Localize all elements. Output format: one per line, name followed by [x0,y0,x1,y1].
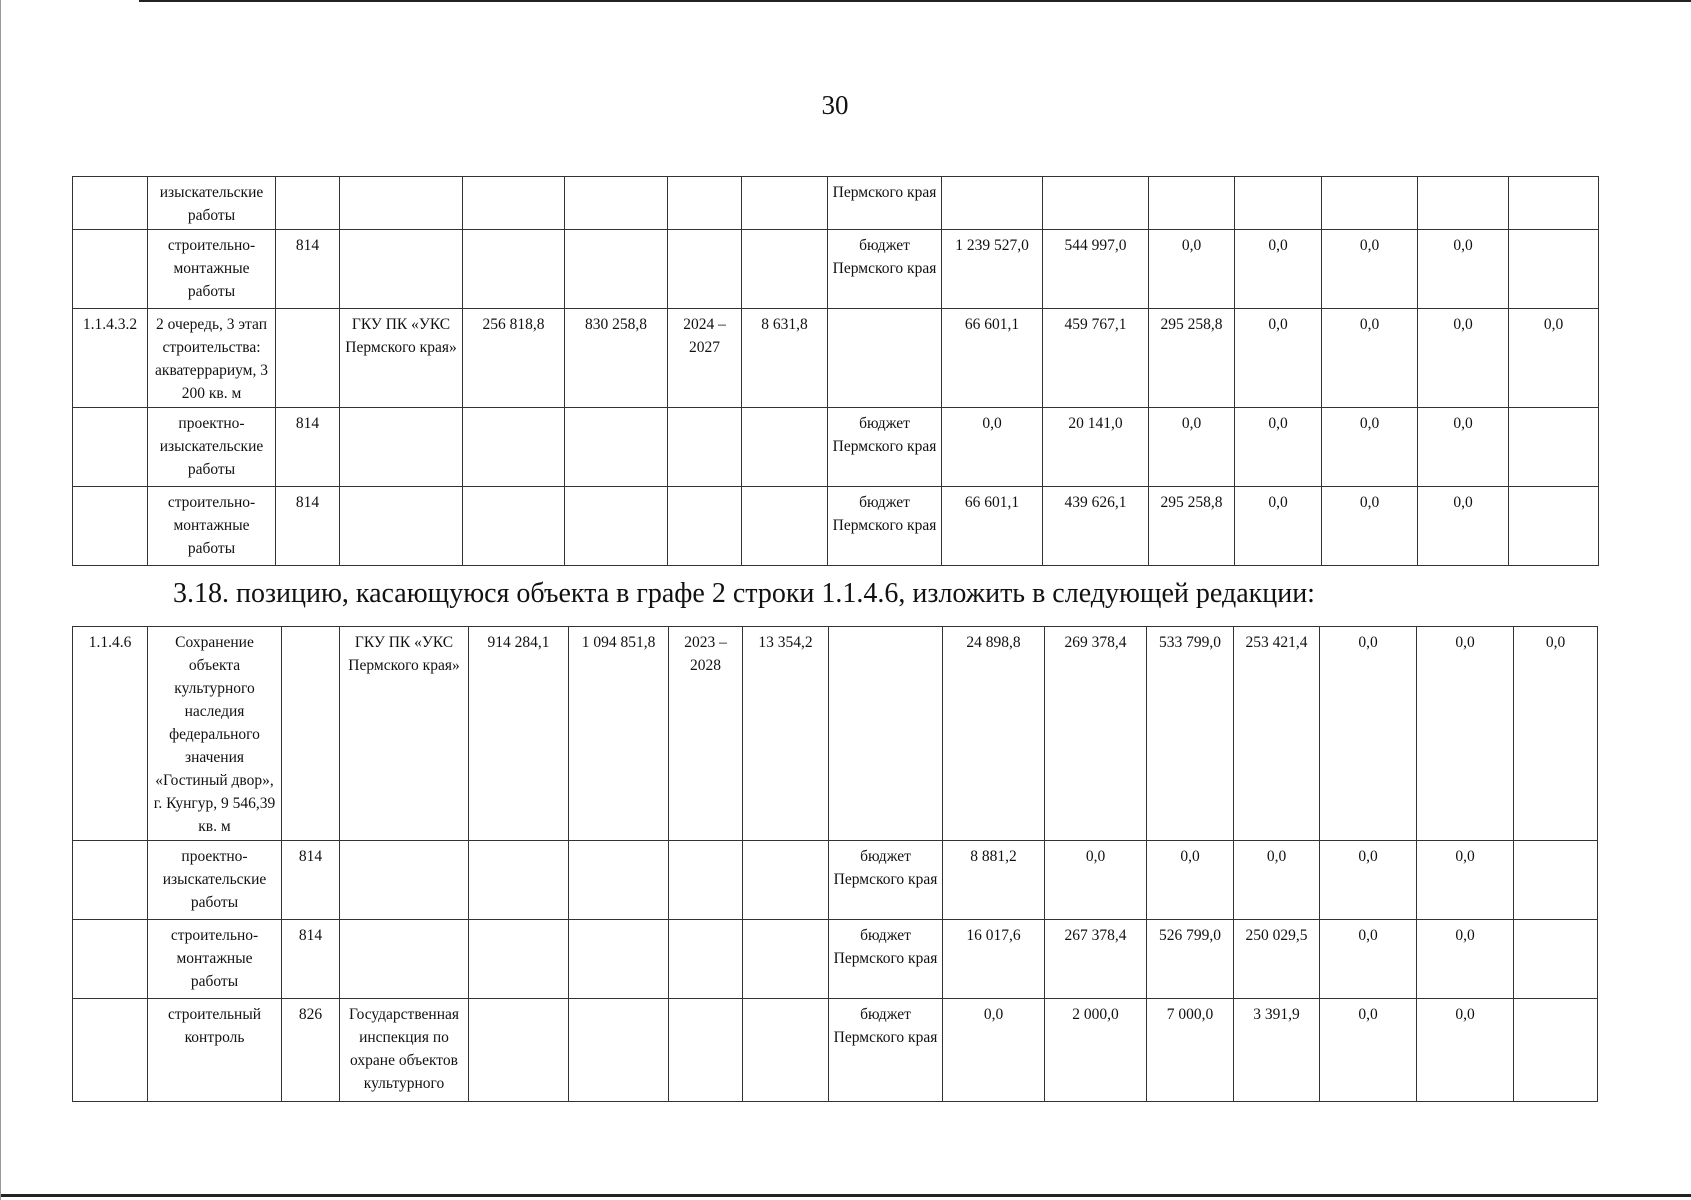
table-cell: 8 631,8 [742,309,828,408]
table-cell: изыскательские работы [148,177,276,230]
table-cell: 0,0 [1322,487,1418,566]
table-cell [569,841,669,920]
table-cell: 20 141,0 [1043,408,1149,487]
table-cell [565,408,668,487]
table-cell: 3 391,9 [1234,999,1320,1102]
table-cell [1149,177,1235,230]
table-cell [463,408,565,487]
table-cell [73,487,148,566]
table-cell: 439 626,1 [1043,487,1149,566]
table-cell: бюджет Пермского края [828,487,942,566]
table-cell: 526 799,0 [1147,920,1234,999]
table-cell: 0,0 [1320,841,1417,920]
table-cell [565,177,668,230]
table-row [73,177,1599,230]
table-cell: 2 очередь, 3 этап строительства: акватеррариум, 3 200 кв. м [148,309,276,408]
table-cell: строительный контроль [148,999,282,1102]
table-cell [73,230,148,309]
table-cell [942,177,1043,230]
table-cell: 0,0 [1514,627,1598,841]
table-cell [742,177,828,230]
table-cell [668,408,742,487]
table-cell: 533 799,0 [1147,627,1234,841]
table-cell: 0,0 [1045,841,1147,920]
table-cell: 295 258,8 [1149,487,1235,566]
table-cell [743,920,829,999]
table-cell: 8 881,2 [943,841,1045,920]
table-cell: 1 239 527,0 [942,230,1043,309]
table-cell: 0,0 [1147,841,1234,920]
table-cell: 2024 – 2027 [668,309,742,408]
table-cell [1418,177,1509,230]
table-cell: 295 258,8 [1149,309,1235,408]
table-cell: 253 421,4 [1234,627,1320,841]
table-cell [743,841,829,920]
table-cell: бюджет Пермского края [829,920,943,999]
table-cell: 13 354,2 [743,627,829,841]
table-cell: 0,0 [1234,841,1320,920]
table-cell: 267 378,4 [1045,920,1147,999]
table-cell: 814 [276,487,340,566]
table-cell: 914 284,1 [469,627,569,841]
table-cell: 16 017,6 [943,920,1045,999]
table-cell: строительно-монтажные работы [148,230,276,309]
table-cell: 814 [282,841,340,920]
table-cell: 250 029,5 [1234,920,1320,999]
table-cell [742,408,828,487]
table-cell: бюджет Пермского края [829,999,943,1102]
table-cell: 0,0 [1418,309,1509,408]
table-cell [1322,177,1418,230]
table-cell [340,177,463,230]
table-cell: проектно-изыскательские работы [148,841,282,920]
table-cell: 0,0 [1320,920,1417,999]
table-cell: строительно-монтажные работы [148,487,276,566]
table-cell: Сохранение объекта культурного наследия федерального значения «Гостиный двор», г. Кунгур, 9 546,39 кв. м [148,627,282,841]
table-cell: 826 [282,999,340,1102]
table-cell: 814 [276,408,340,487]
table-cell [1509,230,1599,309]
table-cell [1514,920,1598,999]
table-row [73,230,1599,309]
budget-table-continuation [72,176,1599,566]
table-cell [569,999,669,1102]
table-cell [742,487,828,566]
table-cell [276,309,340,408]
table-cell: 814 [276,230,340,309]
table-cell: 0,0 [1322,230,1418,309]
table-cell [340,230,463,309]
table-cell [73,920,148,999]
table-cell: ГКУ ПК «УКС Пермского края» [340,627,469,841]
table-cell: 0,0 [1149,230,1235,309]
table-cell [73,999,148,1102]
table-cell [669,841,743,920]
table-cell: 2023 – 2028 [669,627,743,841]
table-cell [1514,999,1598,1102]
table-cell [565,487,668,566]
table-cell [1235,177,1322,230]
table-cell: 0,0 [1417,999,1514,1102]
table-cell [463,230,565,309]
table-row [73,920,1598,999]
table-cell: 0,0 [1418,408,1509,487]
table-cell: 1 094 851,8 [569,627,669,841]
table-cell [340,920,469,999]
table-row [73,487,1599,566]
table-cell: Государственная инспекция по охране объектов культурного [340,999,469,1102]
table-cell: бюджет Пермского края [828,408,942,487]
table-cell [742,230,828,309]
table-cell [669,920,743,999]
top-rule [139,0,1691,2]
table-cell [565,230,668,309]
table-cell [340,841,469,920]
table-cell [340,487,463,566]
table-cell [743,999,829,1102]
table-cell [668,177,742,230]
table-cell: бюджет Пермского края [828,230,942,309]
table-cell [276,177,340,230]
table-cell: 0,0 [1418,230,1509,309]
table-cell: 0,0 [942,408,1043,487]
table-cell: 7 000,0 [1147,999,1234,1102]
table-cell: 814 [282,920,340,999]
table-cell: проектно-изыскательские работы [148,408,276,487]
table-cell [828,309,942,408]
table-cell: 0,0 [1320,999,1417,1102]
page-number: 30 [821,90,849,120]
table-cell: 0,0 [1418,487,1509,566]
table-cell: 0,0 [1235,309,1322,408]
budget-table-position-1-1-4-6 [72,626,1598,1102]
table-cell [1509,408,1599,487]
table-cell [73,177,148,230]
table-cell: 0,0 [1235,487,1322,566]
table-cell: 0,0 [1509,309,1599,408]
table-row [73,408,1599,487]
table-cell [569,920,669,999]
table-cell [469,841,569,920]
table-cell: 0,0 [1235,230,1322,309]
table-cell [463,177,565,230]
table-row [73,627,1598,841]
table-cell [469,999,569,1102]
table-cell [668,230,742,309]
table-cell: 0,0 [1417,841,1514,920]
table-cell: 1.1.4.3.2 [73,309,148,408]
table-cell: 830 258,8 [565,309,668,408]
table-cell: 0,0 [1322,408,1418,487]
table-row [73,841,1598,920]
table-cell: 269 378,4 [1045,627,1147,841]
table-cell: бюджет Пермского края [829,841,943,920]
table-cell [73,408,148,487]
table-cell: Пермского края [828,177,942,230]
table-cell [73,841,148,920]
table-cell [463,487,565,566]
table-cell: 0,0 [1320,627,1417,841]
amendment-instruction: 3.18. позицию, касающуюся объекта в графе 2 строки 1.1.4.6, изложить в следующей редакции: [173,578,1315,609]
table-row [73,999,1598,1102]
table-cell [669,999,743,1102]
table-cell [282,627,340,841]
table-cell [469,920,569,999]
table-cell: 0,0 [1322,309,1418,408]
table-cell: 2 000,0 [1045,999,1147,1102]
table-cell: 66 601,1 [942,487,1043,566]
table-cell [668,487,742,566]
table-cell: 0,0 [1417,920,1514,999]
table-cell: 0,0 [1149,408,1235,487]
table-cell: строительно-монтажные работы [148,920,282,999]
table-cell [1514,841,1598,920]
table-cell: 0,0 [1235,408,1322,487]
table-cell: 256 818,8 [463,309,565,408]
table-cell: 459 767,1 [1043,309,1149,408]
table-cell [1509,177,1599,230]
table-cell [1043,177,1149,230]
table-cell: 544 997,0 [1043,230,1149,309]
table-cell [1509,487,1599,566]
table-cell: 24 898,8 [943,627,1045,841]
table-cell [340,408,463,487]
table-cell: 0,0 [1417,627,1514,841]
table-cell: ГКУ ПК «УКС Пермского края» [340,309,463,408]
table-cell: 66 601,1 [942,309,1043,408]
table-cell: 1.1.4.6 [73,627,148,841]
table-cell: 0,0 [943,999,1045,1102]
table-row [73,309,1599,408]
table-cell [829,627,943,841]
bottom-rule [1,1194,1691,1197]
